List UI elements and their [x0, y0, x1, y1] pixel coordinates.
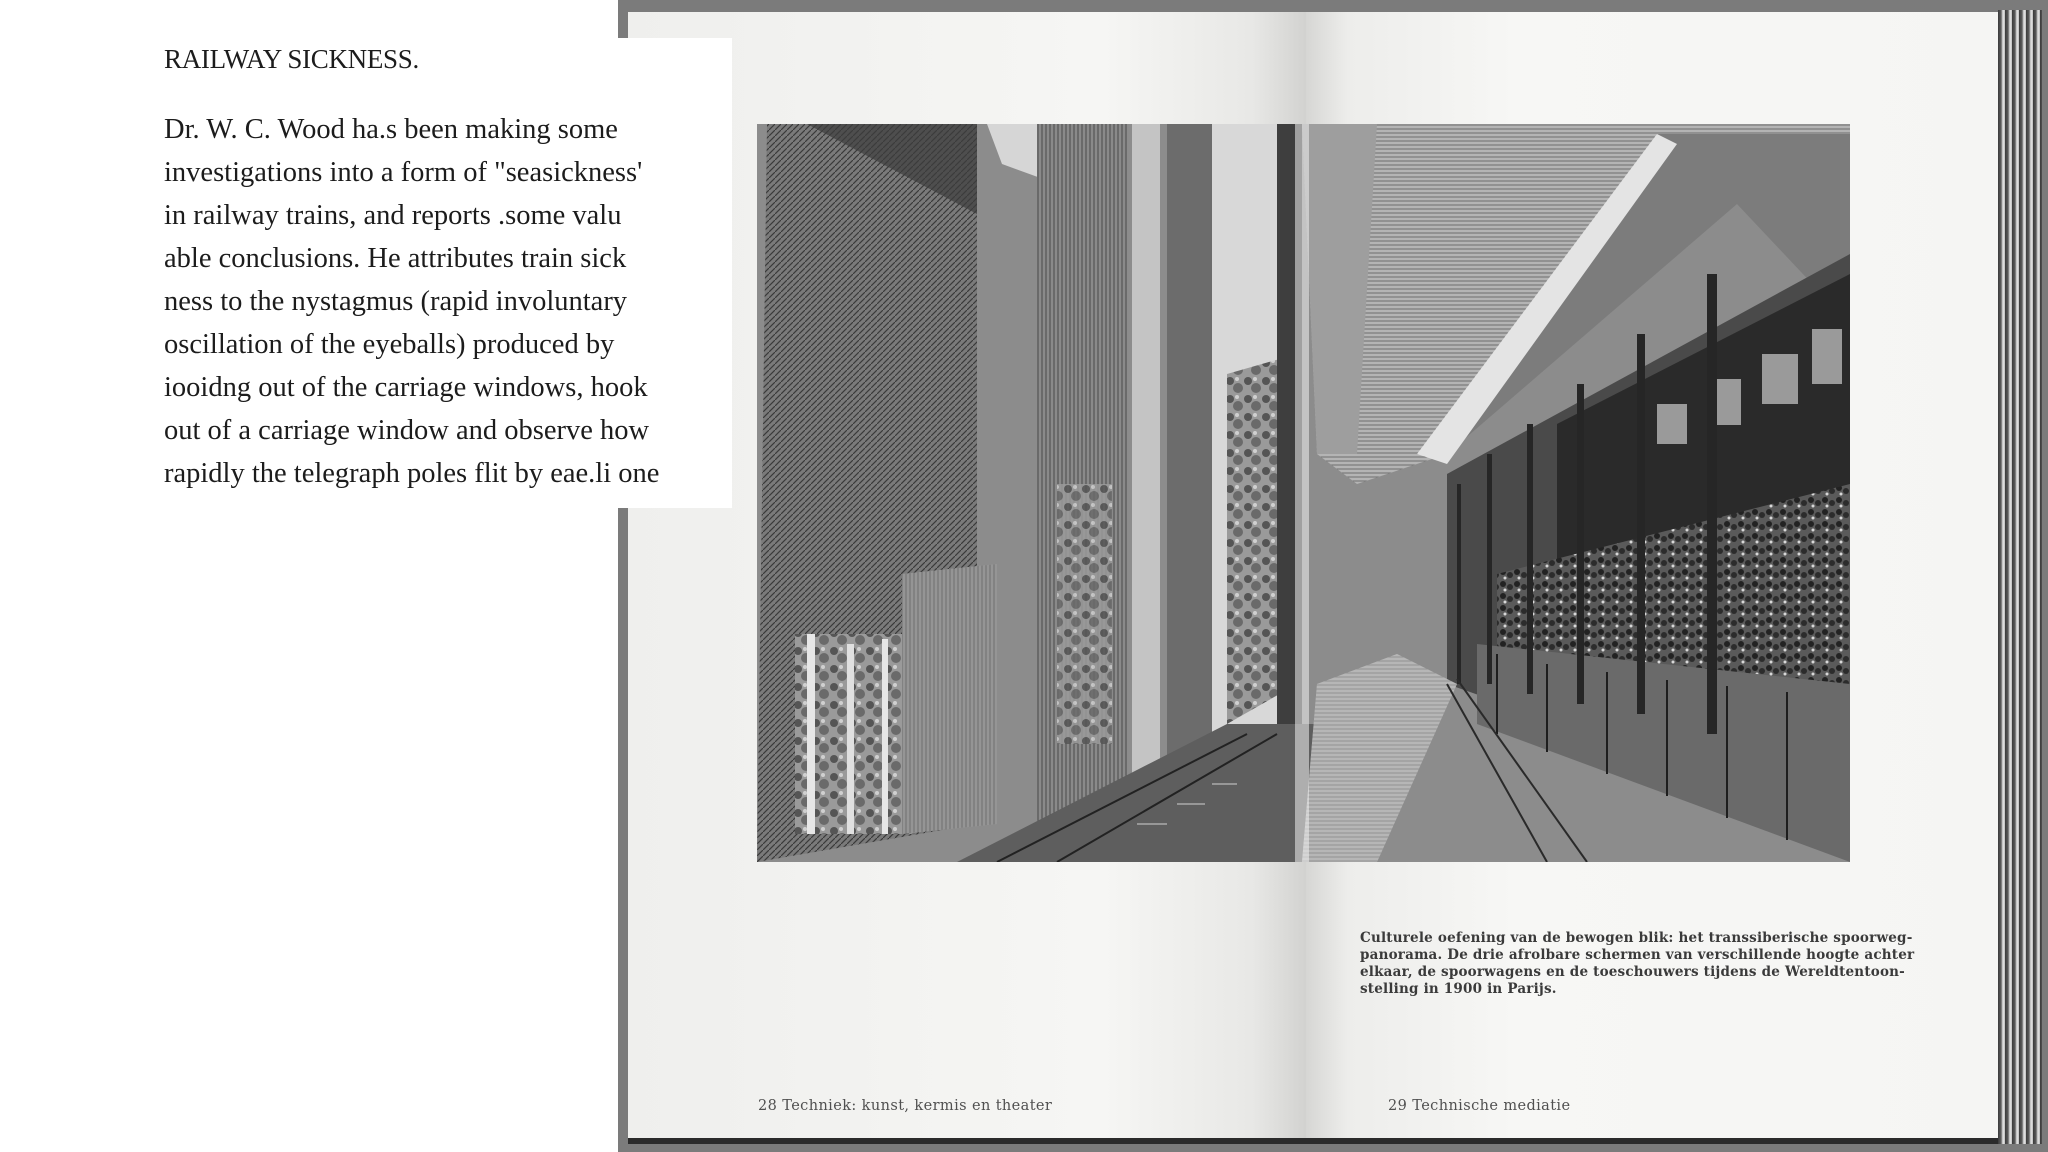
clipping-line: out of a carriage window and observe how	[164, 415, 650, 446]
newspaper-clipping	[150, 38, 732, 508]
clipping-title: RAILWAY SICKNESS.	[164, 44, 419, 74]
panorama-engraving	[757, 124, 1850, 862]
clipping-line: ness to the nystagmus (rapid involuntary	[164, 286, 628, 317]
clipping-line: iooidng out of the carriage windows, hook	[164, 372, 648, 403]
caption-line: panorama. De drie afrolbare schermen van verschillende hoogte achter	[1360, 947, 1915, 963]
clipping-line: in railway trains, and reports .some valu	[164, 200, 622, 231]
clipping-body	[164, 108, 659, 495]
caption-line: elkaar, de spoorwagens en de toeschouwers tijdens de Wereldtentoon-	[1360, 964, 1905, 980]
image-caption	[1360, 930, 1920, 998]
clipping-line: investigations into a form of "seasickness'	[164, 157, 643, 188]
clipping-line: able conclusions. He attributes train sick	[164, 243, 627, 274]
caption-line: stelling in 1900 in Parijs.	[1360, 981, 1557, 997]
page-footer-right: 29 Technische mediatie	[1388, 1098, 1571, 1114]
page-footer-left: 28 Techniek: kunst, kermis en theater	[758, 1098, 1053, 1114]
caption-line: Culturele oefening van de bewogen blik: het transsiberische spoorweg-	[1360, 930, 1913, 946]
book-bottom-shadow	[628, 1138, 1998, 1144]
book-page-edges	[1998, 10, 2042, 1144]
clipping-line: oscillation of the eyeballs) produced by	[164, 329, 615, 360]
clipping-line: Dr. W. C. Wood ha.s been making some	[164, 114, 618, 145]
clipping-line: rapidly the telegraph poles flit by eae.li one	[164, 458, 660, 489]
